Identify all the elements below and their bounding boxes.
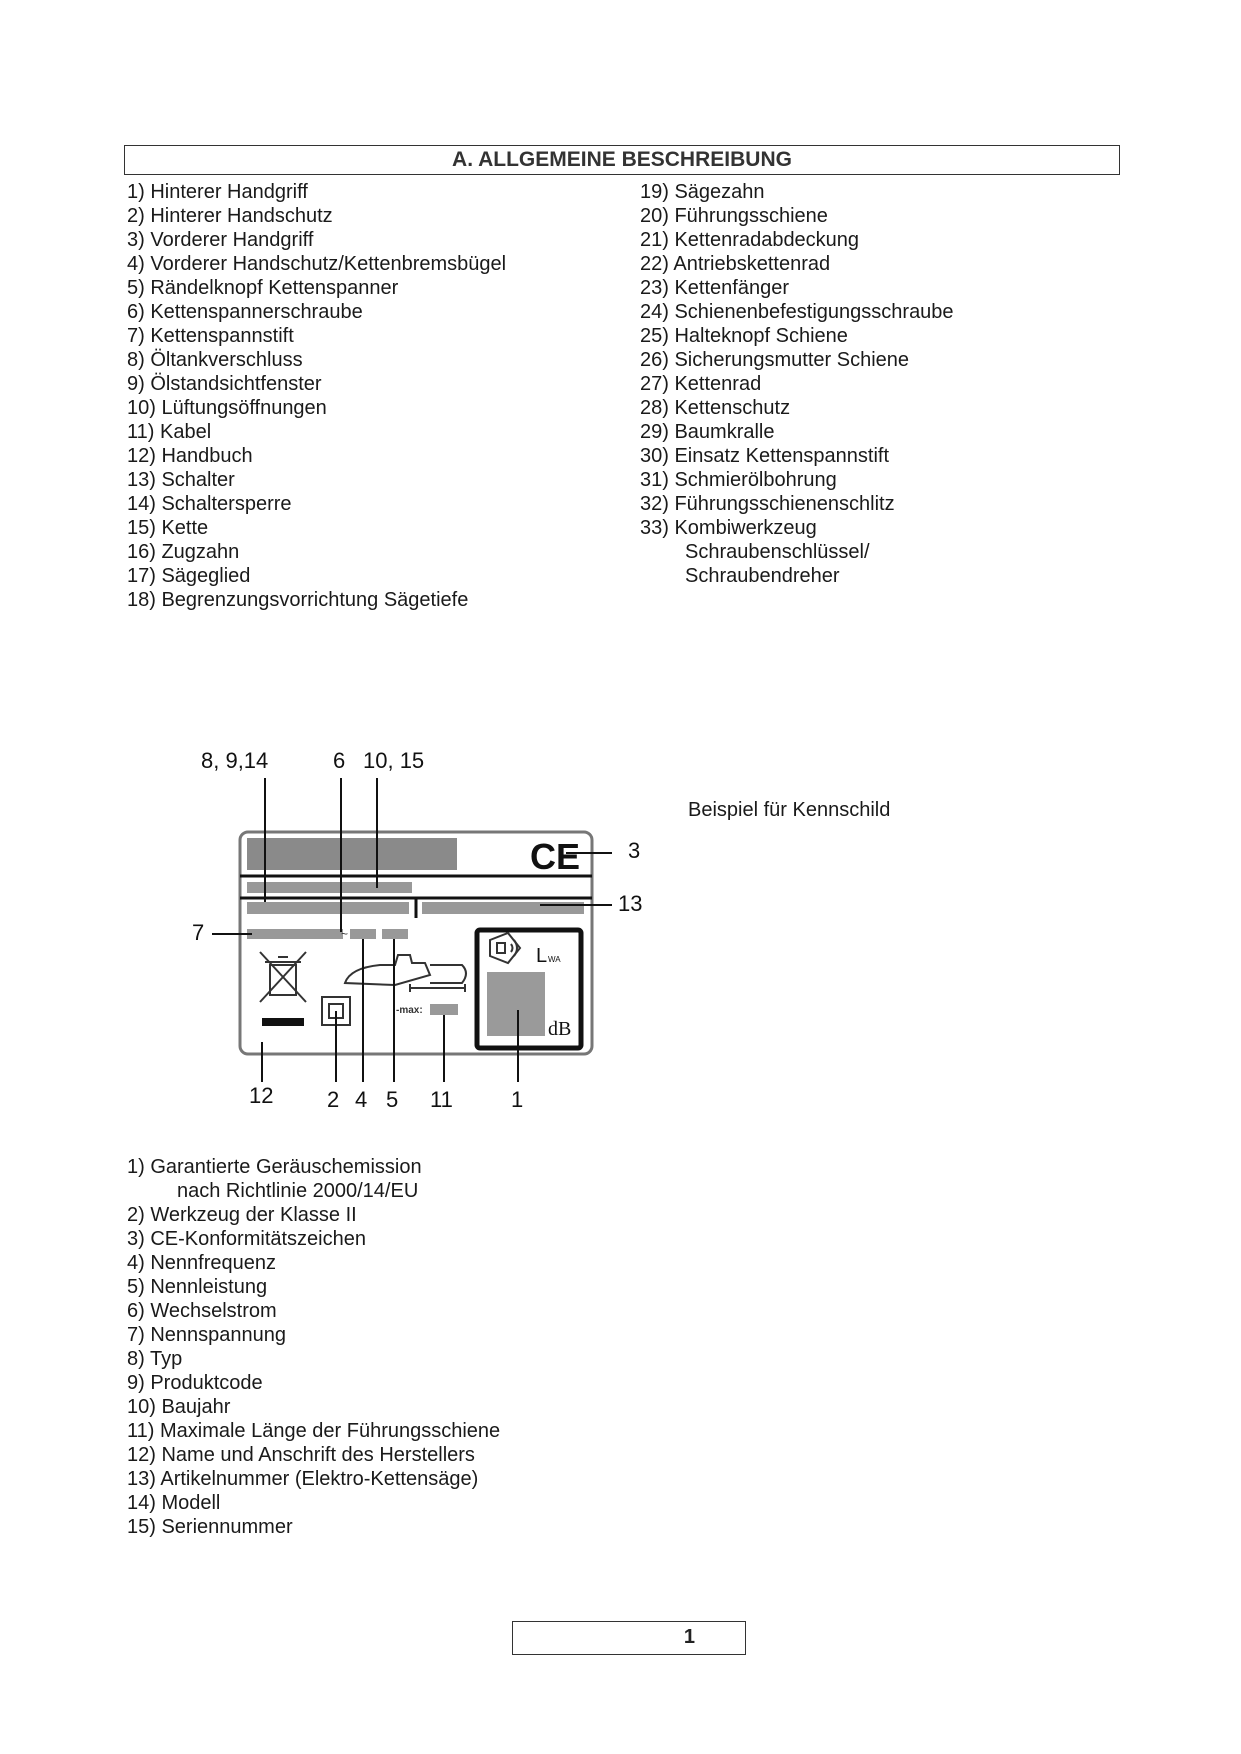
list-item: 11) Maximale Länge der Führungsschiene bbox=[127, 1420, 501, 1442]
list-item: 23) Kettenfänger bbox=[640, 277, 789, 299]
callout-label: 7 bbox=[192, 920, 205, 945]
field-block bbox=[247, 882, 412, 893]
field-block bbox=[382, 929, 408, 939]
list-item: 25) Halteknopf Schiene bbox=[640, 325, 848, 347]
page-number: 1 bbox=[512, 1621, 746, 1655]
callout-label: 3 bbox=[628, 838, 641, 863]
noise-value-block bbox=[487, 972, 545, 1036]
lwa-subscript: WA bbox=[548, 955, 561, 964]
ce-mark-icon: CE bbox=[530, 836, 581, 877]
parts-list-left bbox=[127, 180, 506, 612]
callout-label: 4 bbox=[355, 1087, 368, 1112]
field-block bbox=[350, 929, 376, 939]
list-item: 17) Sägeglied bbox=[127, 565, 251, 587]
field-block bbox=[422, 902, 584, 914]
list-item: 12) Handbuch bbox=[127, 445, 253, 467]
list-item: 1) Hinterer Handgriff bbox=[127, 181, 308, 203]
list-item: 15) Kette bbox=[127, 517, 209, 539]
list-item: 3) CE-Konformitätszeichen bbox=[127, 1228, 366, 1250]
list-item: 12) Name und Anschrift des Herstellers bbox=[127, 1444, 475, 1466]
list-item: 4) Vorderer Handschutz/Kettenbremsbügel bbox=[127, 253, 507, 275]
list-item: 2) Hinterer Handschutz bbox=[127, 205, 333, 227]
list-item: Schraubendreher bbox=[685, 565, 840, 587]
callout-label: 8, 9,14 bbox=[201, 748, 269, 773]
list-item: 28) Kettenschutz bbox=[640, 397, 791, 419]
list-item: 13) Artikelnummer (Elektro-Kettensäge) bbox=[127, 1468, 479, 1490]
list-item: 6) Wechselstrom bbox=[127, 1300, 277, 1322]
callout-label: 12 bbox=[249, 1083, 274, 1108]
list-item: 9) Ölstandsichtfenster bbox=[127, 373, 322, 395]
list-item: Schraubenschlüssel/ bbox=[685, 541, 870, 563]
callout-label: 1 bbox=[511, 1087, 524, 1112]
list-item: nach Richtlinie 2000/14/EU bbox=[177, 1180, 419, 1202]
lwa-label: L bbox=[536, 945, 548, 967]
section-title: A. ALLGEMEINE BESCHREIBUNG bbox=[124, 145, 1120, 175]
list-item: 1) Garantierte Geräuschemission bbox=[127, 1156, 422, 1178]
list-item: 4) Nennfrequenz bbox=[127, 1252, 276, 1274]
field-block bbox=[247, 929, 343, 939]
callout-label: 5 bbox=[386, 1087, 399, 1112]
db-label: dB bbox=[548, 1018, 572, 1040]
list-item: 26) Sicherungsmutter Schiene bbox=[640, 349, 910, 371]
weee-bar bbox=[262, 1018, 304, 1026]
list-item: 19) Sägezahn bbox=[640, 181, 765, 203]
list-item: 8) Typ bbox=[127, 1348, 183, 1370]
ac-symbol: ~ bbox=[341, 927, 349, 941]
list-item: 7) Kettenspannstift bbox=[127, 325, 294, 347]
list-item: 18) Begrenzungsvorrichtung Sägetiefe bbox=[127, 589, 469, 611]
list-item: 32) Führungsschienenschlitz bbox=[640, 493, 895, 515]
list-item: 15) Seriennummer bbox=[127, 1516, 293, 1538]
list-item: 31) Schmierölbohrung bbox=[640, 469, 837, 491]
callout-label: 6 bbox=[333, 748, 346, 773]
rating-plate-diagram bbox=[0, 740, 1241, 1120]
list-item: 11) Kabel bbox=[127, 421, 212, 443]
list-item: 24) Schienenbefestigungsschraube bbox=[640, 301, 954, 323]
list-item: 7) Nennspannung bbox=[127, 1324, 287, 1346]
list-item: 30) Einsatz Kettenspannstift bbox=[640, 445, 890, 467]
list-item: 20) Führungsschiene bbox=[640, 205, 828, 227]
callout-label: 13 bbox=[618, 891, 643, 916]
list-item: 14) Modell bbox=[127, 1492, 221, 1514]
list-item: 27) Kettenrad bbox=[640, 373, 762, 395]
list-item: 14) Schaltersperre bbox=[127, 493, 292, 515]
list-item: 21) Kettenradabdeckung bbox=[640, 229, 860, 251]
list-item: 16) Zugzahn bbox=[127, 541, 240, 563]
diagram-caption: Beispiel für Kennschild bbox=[688, 799, 891, 821]
list-item: 3) Vorderer Handgriff bbox=[127, 229, 314, 251]
field-block bbox=[430, 1004, 458, 1015]
list-item: 22) Antriebskettenrad bbox=[640, 253, 831, 275]
list-item: 8) Öltankverschluss bbox=[127, 349, 303, 371]
list-item: 9) Produktcode bbox=[127, 1372, 263, 1394]
list-item: 13) Schalter bbox=[127, 469, 235, 491]
plate-legend bbox=[127, 1155, 500, 1539]
field-block bbox=[247, 902, 409, 914]
list-item: 10) Baujahr bbox=[127, 1396, 231, 1418]
callout-label: 11 bbox=[430, 1087, 453, 1112]
list-item: 29) Baumkralle bbox=[640, 421, 775, 443]
max-length-label: -max: bbox=[396, 1005, 423, 1016]
parts-list-right bbox=[640, 180, 954, 588]
list-item: 10) Lüftungsöffnungen bbox=[127, 397, 327, 419]
callout-label: 2 bbox=[327, 1087, 340, 1112]
list-item: 2) Werkzeug der Klasse II bbox=[127, 1204, 357, 1226]
list-item: 5) Rändelknopf Kettenspanner bbox=[127, 277, 399, 299]
brand-block bbox=[247, 838, 457, 870]
callout-label: 10, 15 bbox=[363, 748, 425, 773]
list-item: 33) Kombiwerkzeug bbox=[640, 517, 817, 539]
list-item: 6) Kettenspannerschraube bbox=[127, 301, 363, 323]
list-item: 5) Nennleistung bbox=[127, 1276, 268, 1298]
